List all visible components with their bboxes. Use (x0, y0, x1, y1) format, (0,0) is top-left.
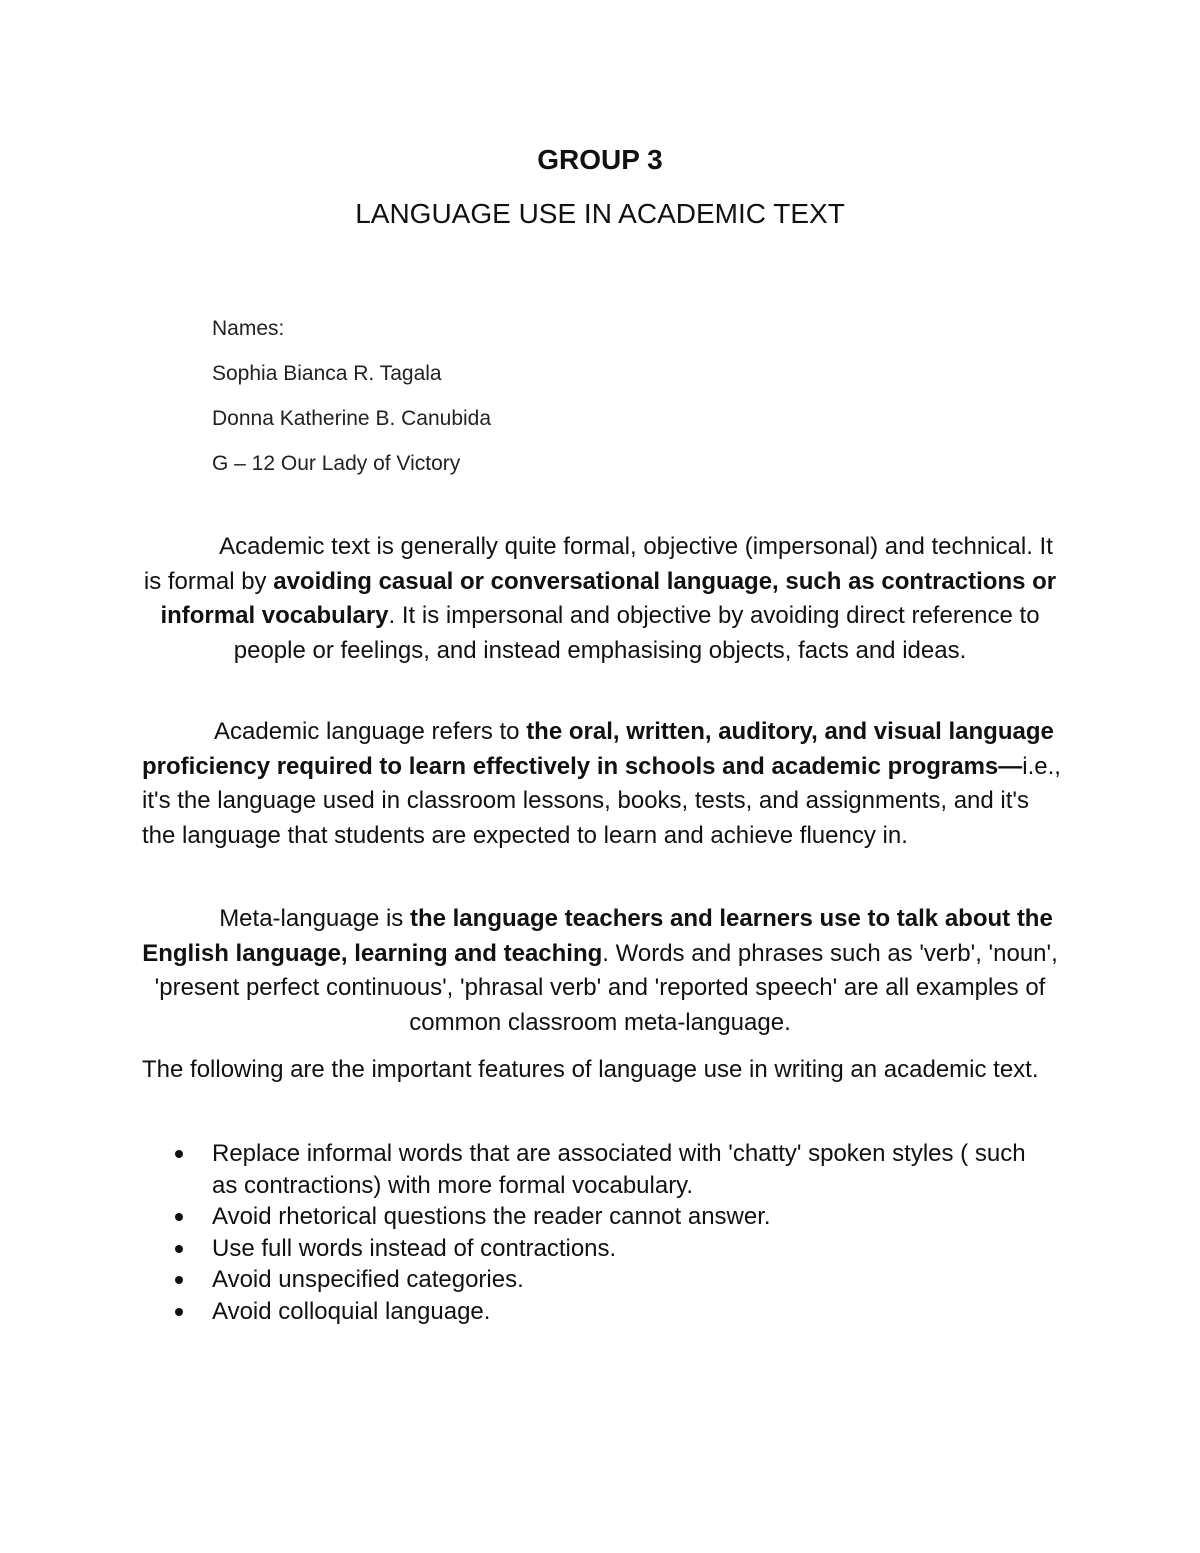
paragraph-features-intro: The following are the important features of language use in writing an academic text. (142, 1056, 1039, 1083)
list-item (142, 1296, 1042, 1328)
bullet-icon (175, 1276, 183, 1284)
bullet-icon (175, 1213, 183, 1221)
bullet-icon (175, 1308, 183, 1316)
names-label: Names: (212, 317, 285, 340)
document-title: GROUP 3 (537, 144, 663, 175)
list-item-text: Replace informal words that are associated with 'chatty' spoken styles ( such as contractions) with more formal vocabulary. (212, 1140, 1026, 1199)
paragraph-meta-language (140, 902, 1060, 1040)
list-item-text: Avoid unspecified categories. (212, 1266, 524, 1293)
bullet-icon (175, 1245, 183, 1253)
paragraph-bold-text: the language teachers and learners use to talk about the English language, learning and teaching (142, 905, 1053, 967)
paragraph-text: i.e., it's the language used in classroom lessons, books, tests, and assignments, and it's the language that students are expected to learn and achieve fluency in. (142, 752, 1061, 849)
bullet-icon (175, 1150, 183, 1158)
list-item (142, 1264, 1042, 1296)
list-item (142, 1233, 1042, 1265)
list-item (142, 1138, 1042, 1201)
list-item-text: Use full words instead of contractions. (212, 1234, 617, 1262)
paragraph-bold-text: the oral, written, auditory, and visual language proficiency required to learn effectively in schools and academic programs— (142, 718, 1054, 780)
paragraph-academic-language (142, 715, 1062, 853)
paragraph-bold-text: avoiding casual or conversational language, such as contractions or informal vocabulary (160, 567, 1057, 629)
name-entry: Sophia Bianca R. Tagala (212, 362, 442, 385)
list-item-text: Avoid rhetorical questions the reader cannot answer. (212, 1203, 771, 1230)
paragraph-text: . Words and phrases such as 'verb', 'noun', 'present perfect continuous', 'phrasal verb' and 'reported speech' are all examples of common classroom meta-language. (154, 939, 1058, 1036)
paragraph-text: Academic text is generally quite formal, objective (impersonal) and technical. It is formal by (143, 533, 1053, 595)
names-block (212, 306, 491, 486)
paragraph-academic-text (140, 530, 1060, 668)
list-item (142, 1201, 1042, 1233)
section-entry: G – 12 Our Lady of Victory (212, 452, 461, 475)
document-subtitle: LANGUAGE USE IN ACADEMIC TEXT (355, 198, 845, 229)
list-item-text: Avoid colloquial language. (212, 1297, 491, 1325)
features-list (142, 1138, 1042, 1327)
paragraph-text: Meta-language is (219, 905, 410, 932)
paragraph-text: Academic language refers to (214, 718, 527, 745)
name-entry: Donna Katherine B. Canubida (212, 407, 492, 430)
paragraph-text: . It is impersonal and objective by avoiding direct reference to people or feelings, and instead emphasising objects, facts and ideas. (233, 602, 1040, 664)
